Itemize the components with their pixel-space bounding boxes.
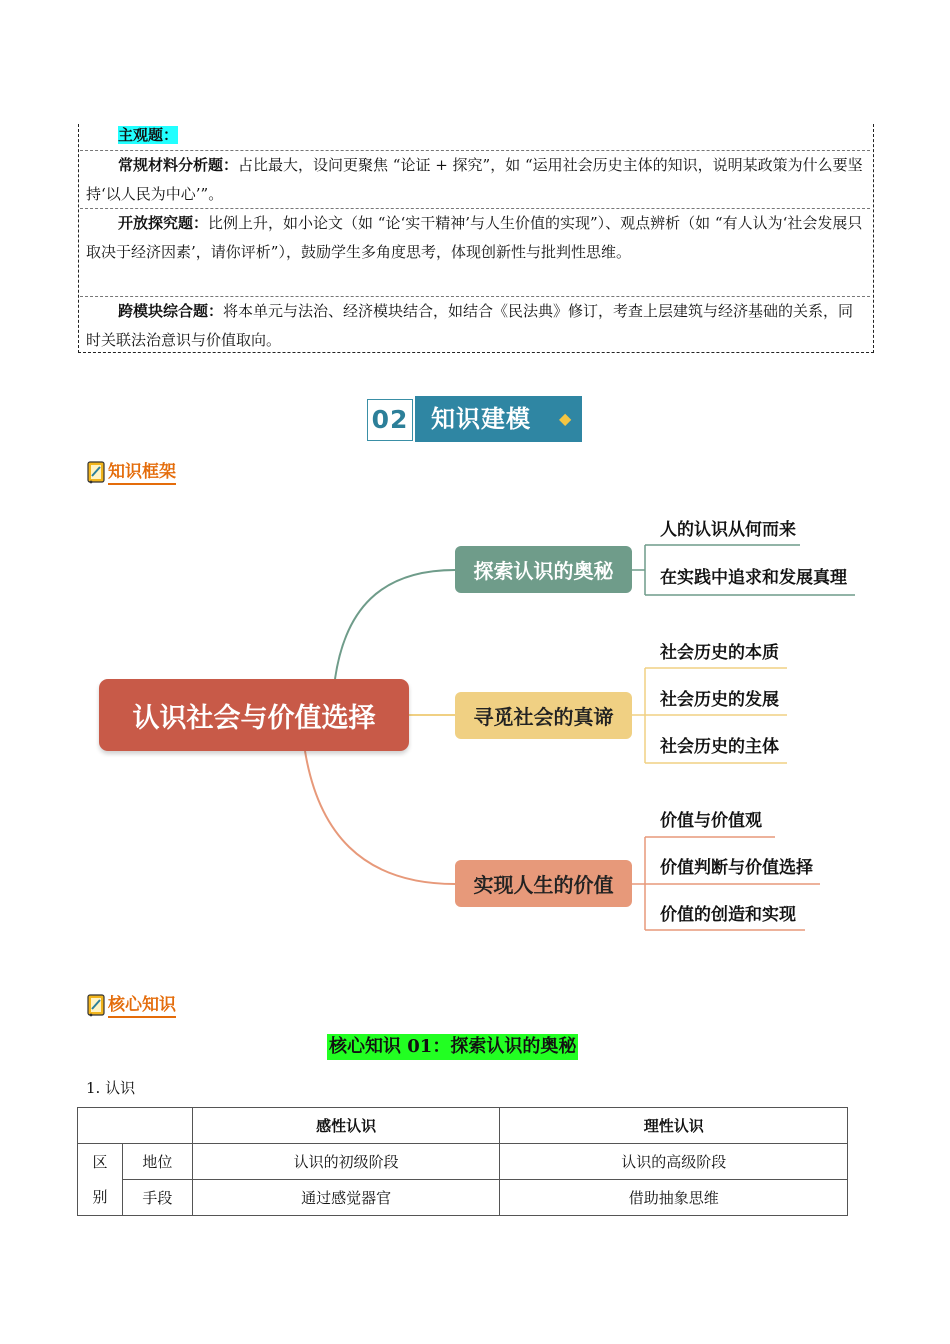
table-cell: 认识的初级阶段 (192, 1144, 500, 1180)
table-cell: 认识的高级阶段 (500, 1144, 848, 1180)
item-label: 开放探究题： (118, 214, 209, 232)
mindmap-branch-1: 探索认识的奥秘 (455, 546, 632, 593)
item-text: 比例上升，如小论文（如 “论‘实干精神’与人生价值的实现”）、观点辨析（如 “有人认为‘社会发展只取决于经济因素’，请你评析”），鼓励学生多角度思考，体现创新性与批判性思维。 (86, 214, 863, 261)
table-header-row (78, 1108, 848, 1144)
comparison-table (77, 1107, 848, 1216)
subjective-title: 主观题： (118, 126, 179, 144)
mindmap-leaf: 在实践中追求和发展真理 (660, 568, 847, 588)
table-corner (78, 1108, 193, 1144)
mindmap-leaf: 价值与价值观 (660, 811, 762, 831)
table-cell: 通过感觉器官 (192, 1180, 500, 1216)
mindmap-root: 认识社会与价值选择 (99, 679, 409, 751)
notebook-icon (86, 993, 108, 1017)
item-title: 1. 认识 (86, 1079, 136, 1097)
table-header: 理性认识 (500, 1108, 848, 1144)
table-row-label: 地位 (122, 1144, 192, 1180)
mindmap-leaf: 人的认识从何而来 (660, 520, 796, 540)
item-text: 占比最大，设问更聚焦 “论证 + 探究”，如 “运用社会历史主体的知识，说明某政策为什么要坚持‘以人民为中心’”。 (86, 156, 863, 203)
diamond-icon: ◆ (559, 409, 573, 428)
group-label: 区 (92, 1152, 108, 1171)
table-row (78, 1180, 848, 1216)
table-header: 感性认识 (192, 1108, 500, 1144)
framework-heading-text: 知识框架 (108, 462, 176, 485)
mindmap-leaf: 社会历史的本质 (660, 643, 779, 663)
table-group-cell (78, 1144, 123, 1216)
mindmap-branch-2: 寻觅社会的真谛 (455, 692, 632, 739)
table-cell: 借助抽象思维 (500, 1180, 848, 1216)
mindmap-branch-3: 实现人生的价值 (455, 860, 632, 907)
mindmap-leaf: 社会历史的主体 (660, 737, 779, 757)
group-label: 别 (92, 1187, 108, 1206)
core-heading-text: 核心知识 (108, 995, 176, 1018)
section-number: 02 (367, 399, 413, 441)
mindmap-leaf: 价值判断与价值选择 (660, 858, 813, 878)
item-label: 跨模块综合题： (118, 302, 224, 320)
item-text: 将本单元与法治、经济模块结合，如结合《民法典》修订，考查上层建筑与经济基础的关系，同时关联法治意识与价值取向。 (86, 302, 854, 349)
item-label: 常规材料分析题： (118, 156, 239, 174)
section-title: 知识建模 (431, 405, 531, 433)
table-row-label: 手段 (122, 1180, 192, 1216)
core-banner: 核心知识 01：探索认识的奥秘 (327, 1034, 578, 1060)
mindmap-leaf: 价值的创造和实现 (660, 905, 796, 925)
table-row (78, 1144, 848, 1180)
mindmap-leaf: 社会历史的发展 (660, 690, 779, 710)
